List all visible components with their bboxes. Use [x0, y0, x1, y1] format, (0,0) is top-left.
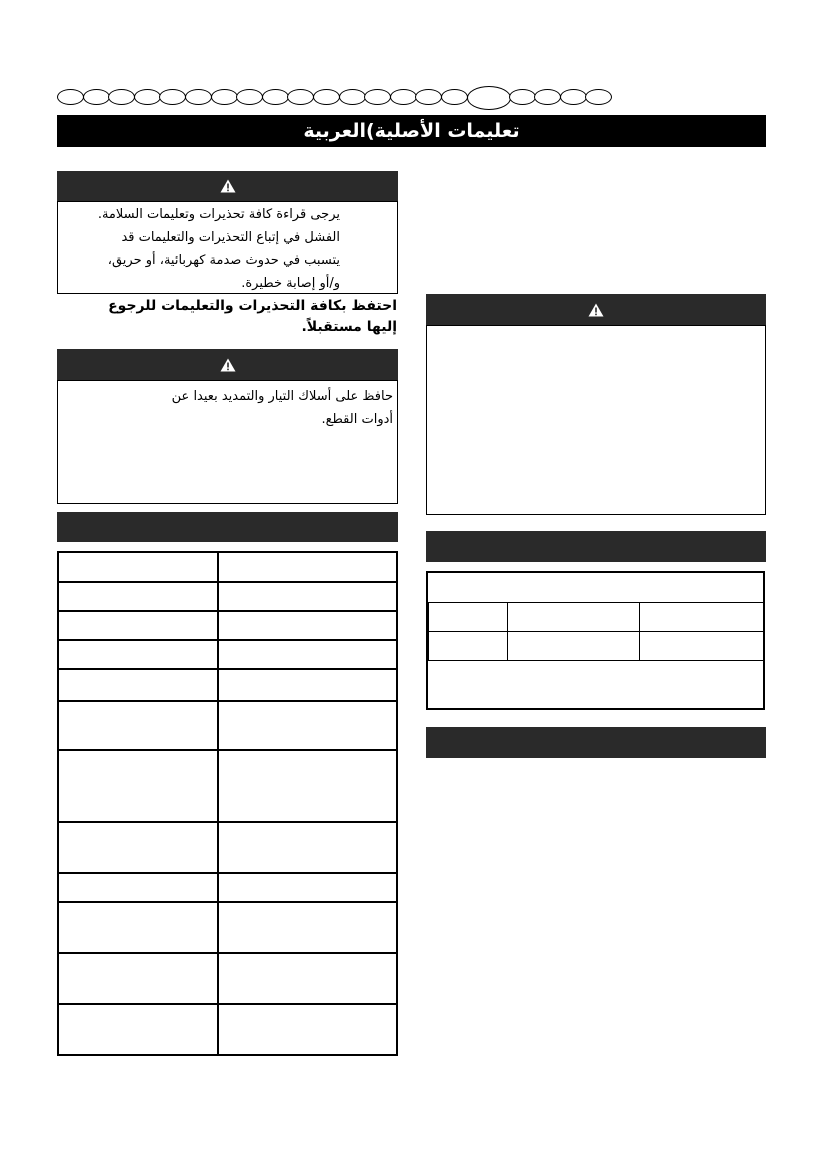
language-oval	[415, 89, 442, 105]
table-cell	[639, 602, 765, 632]
warning-box-3	[426, 325, 766, 515]
warning-2-text	[100, 385, 393, 431]
warning-2-line: أدوات القطع.	[321, 412, 393, 427]
warning-header-3	[426, 294, 766, 325]
language-oval	[57, 89, 84, 105]
warning-1-text	[60, 203, 340, 295]
table-cell	[58, 669, 218, 701]
language-oval	[108, 89, 135, 105]
language-oval	[236, 89, 263, 105]
table-cell	[218, 640, 397, 669]
table-row	[58, 611, 397, 640]
specifications-header	[57, 512, 398, 542]
page-title-bar	[57, 115, 766, 147]
specifications-table	[57, 551, 398, 1056]
section-header-right-1	[426, 531, 766, 562]
language-oval	[262, 89, 289, 105]
language-oval	[390, 89, 417, 105]
language-oval	[560, 89, 587, 105]
warning-1-line: و/أو إصابة خطيرة.	[241, 276, 340, 291]
table-cell	[218, 552, 397, 582]
language-oval	[185, 89, 212, 105]
warning-triangle-icon	[220, 179, 236, 193]
table-cell	[218, 669, 397, 701]
warning-1-line: يتسبب في حدوث صدمة كهربائية، أو حريق،	[107, 253, 340, 268]
table-row	[58, 750, 397, 822]
language-oval	[134, 89, 161, 105]
table-row	[58, 640, 397, 669]
table-cell	[218, 822, 397, 873]
language-oval-active	[467, 86, 511, 110]
language-oval	[364, 89, 391, 105]
language-oval	[211, 89, 238, 105]
table-row	[58, 1004, 397, 1055]
noise-vibration-table	[426, 571, 765, 710]
table-cell	[58, 953, 218, 1004]
table-cell	[428, 602, 508, 632]
language-oval	[509, 89, 536, 105]
table-cell	[58, 611, 218, 640]
language-oval	[534, 89, 561, 105]
table-cell	[218, 902, 397, 953]
table-row	[58, 582, 397, 611]
language-oval	[339, 89, 366, 105]
note-line: احتفظ بكافة التحذيرات والتعليمات للرجوع	[108, 298, 397, 314]
table-cell	[58, 640, 218, 669]
table-cell	[218, 750, 397, 822]
table-cell	[507, 631, 640, 661]
language-index-ovals	[57, 86, 767, 110]
language-oval	[313, 89, 340, 105]
table-cell	[58, 552, 218, 582]
language-oval	[83, 89, 110, 105]
table-row	[58, 701, 397, 750]
warning-triangle-icon	[220, 358, 236, 372]
table-cell	[218, 873, 397, 902]
table-cell	[218, 953, 397, 1004]
table-row	[58, 902, 397, 953]
table-cell	[58, 902, 218, 953]
table-row	[58, 822, 397, 873]
section-header-right-2	[426, 727, 766, 758]
table-row	[58, 552, 397, 582]
table-cell	[507, 602, 640, 632]
language-oval	[441, 89, 468, 105]
language-oval	[585, 89, 612, 105]
page-title: تعليمات الأصلية)العربية	[303, 120, 520, 142]
table-cell	[58, 701, 218, 750]
warning-triangle-icon	[588, 303, 604, 317]
warning-1-line: يرجى قراءة كافة تحذيرات وتعليمات السلامة.	[97, 207, 340, 222]
warning-header-1	[57, 171, 398, 201]
note-line: إليها مستقبلاً.	[301, 319, 397, 335]
warning-2-line: حافظ على أسلاك التيار والتمديد بعيدا عن	[171, 389, 393, 404]
table-row	[58, 873, 397, 902]
table-cell	[218, 611, 397, 640]
keep-instructions-note	[57, 296, 397, 338]
table-cell	[58, 1004, 218, 1055]
table-cell	[428, 631, 508, 661]
table-row	[58, 669, 397, 701]
table-cell	[58, 750, 218, 822]
table-cell	[218, 582, 397, 611]
table-cell	[58, 822, 218, 873]
table-cell	[58, 873, 218, 902]
warning-header-2	[57, 349, 398, 380]
language-oval	[159, 89, 186, 105]
warning-1-line: الفشل في إتباع التحذيرات والتعليمات قد	[121, 230, 340, 245]
language-oval	[287, 89, 314, 105]
table-cell	[218, 1004, 397, 1055]
table-cell	[218, 701, 397, 750]
table-cell	[639, 631, 765, 661]
table-cell	[58, 582, 218, 611]
table-row	[58, 953, 397, 1004]
